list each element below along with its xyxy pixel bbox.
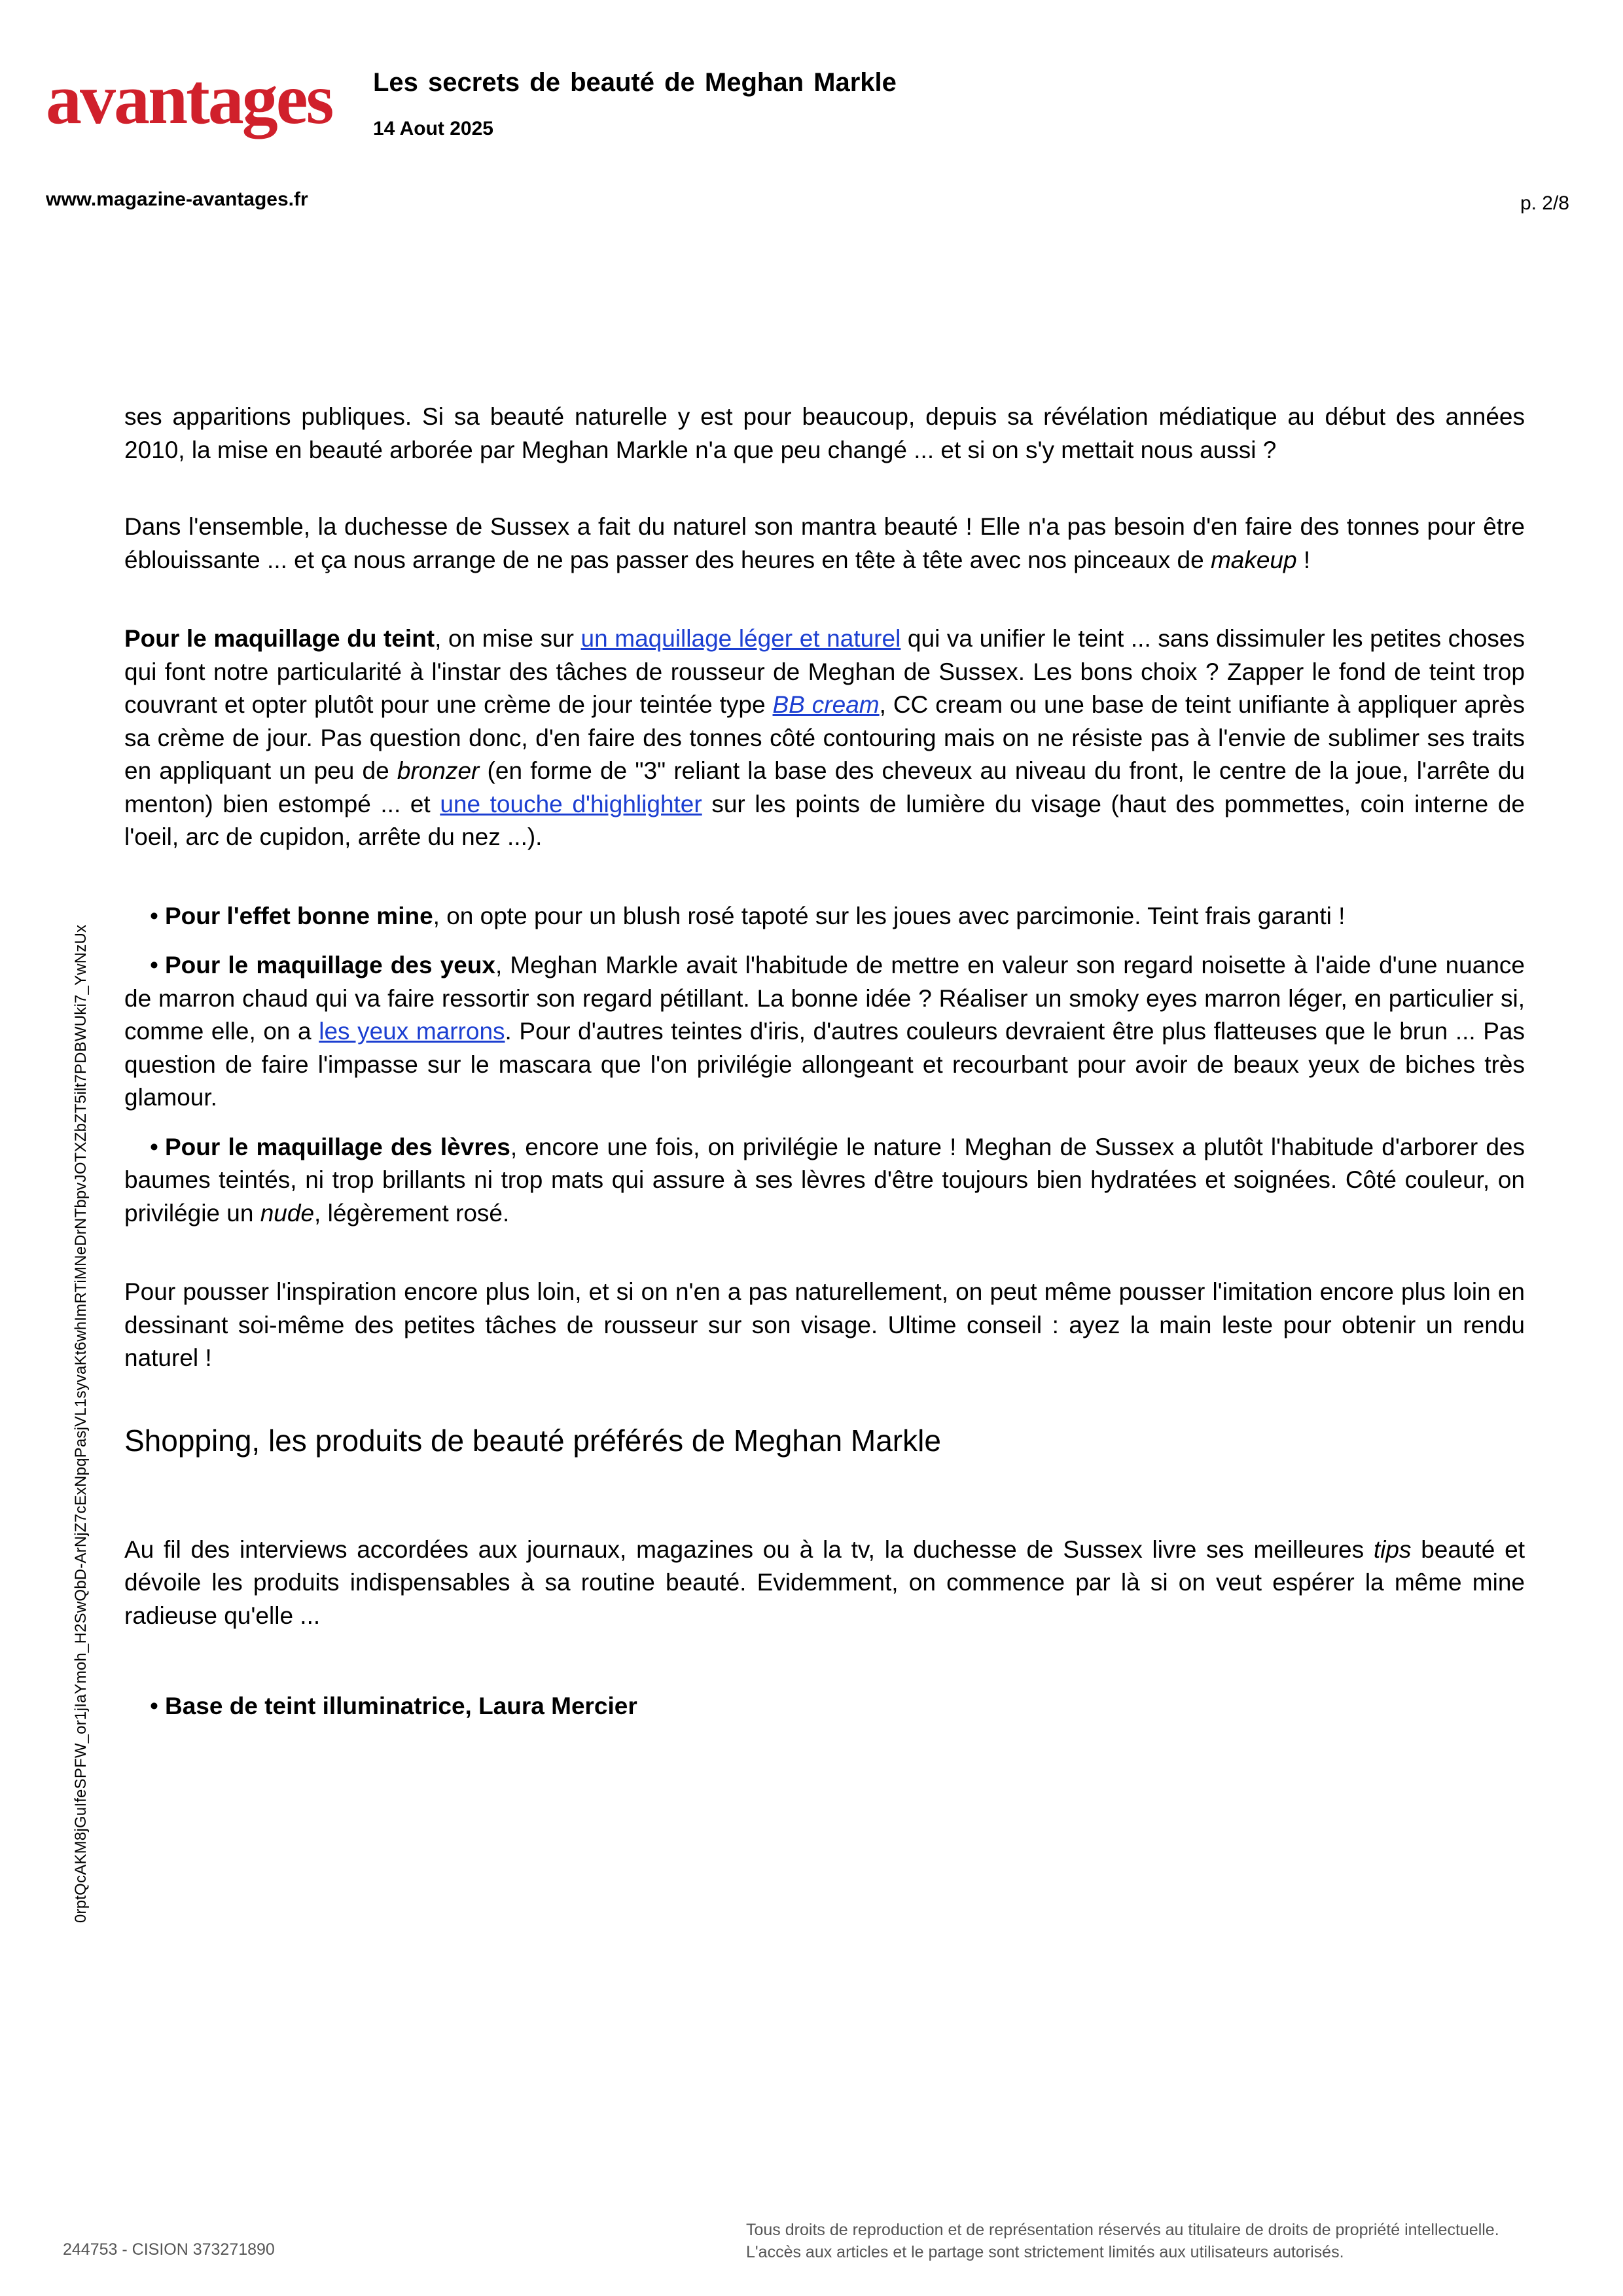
document-id-code: 0rptQcAKM8jGuIfeSPFW_or1jIaYmoh_H2SwQbD-ArNjZ7cExNpqPasjVL1syvaKt6whImRTiMNeDrNTbpvJOTXZbZT5ilt7PDBWUki7_YwNzUx (72, 924, 90, 1923)
text-segment: qui va unifier le teint ... sans dissimuler les petites choses qui font notre particularité à l'instar des tâches de rousseur de Meghan de Sussex. Les bons choix ? Zapper le fond de teint trop couvrant et opter plutôt pour une crème de jour teintée type (124, 625, 1525, 718)
avantages-logo[interactable]: avantages (46, 59, 332, 139)
rights-line-2: L'accès aux articles et le partage sont strictement limités aux utilisateurs autorisés. (746, 2243, 1344, 2261)
text-segment: (en forme de "3" reliant la base des cheveux au niveau du front, le centre de la joue, l'arrête du menton) bien estompé ... et (124, 757, 1525, 817)
publication-date: 14 Aout 2025 (373, 118, 493, 139)
text-segment: , Meghan Markle avait l'habitude de mettre en valeur son regard noisette à l'aide d'une nuance de marron chaud qui va faire ressortir son regard pétillant. La bonne idée ? Réaliser un smoky eyes marron léger, en particulier si, comme elle, on a (124, 952, 1525, 1045)
article-body (124, 401, 1525, 1723)
paragraph-natural (124, 511, 1525, 577)
bullet-levres (124, 1131, 1525, 1230)
bullet-marker: • (150, 1693, 158, 1719)
website-url: www.magazine-avantages.fr (46, 188, 308, 210)
emphasis-makeup: makeup (1210, 546, 1297, 573)
bold-lead-yeux: Pour le maquillage des yeux (165, 952, 495, 978)
bold-lead-levres: Pour le maquillage des lèvres (165, 1133, 510, 1160)
text-segment: , CC cream ou une base de teint unifiante à appliquer après sa crème de jour. Pas question donc, d'en faire des tonnes côté contouring mais on ne résiste pas à l'envie de sublimer ses traits en appliquant un peu de (124, 691, 1525, 784)
emphasis-bronzer: bronzer (397, 757, 480, 784)
text-segment: Dans l'ensemble, la duchesse de Sussex a fait du naturel son mantra beauté ! Elle n'a pas besoin d'en faire des tonnes pour être éblouissante ... et ça nous arrange de ne pas passer des heures en tête à tête avec nos pinceaux de (124, 513, 1525, 573)
cision-reference: 244753 - CISION 373271890 (63, 2240, 275, 2259)
text-segment: , on mise sur (435, 625, 581, 652)
text-segment: sur les points de lumière du visage (haut des pommettes, coin interne de l'oeil, arc de cupidon, arrête du nez ...). (124, 790, 1525, 850)
bold-product-laura-mercier: Base de teint illuminatrice, Laura Mercier (165, 1693, 637, 1719)
bullet-yeux (124, 949, 1525, 1115)
article-headline: Les secrets de beauté de Meghan Markle (373, 68, 897, 97)
page-number: p. 2/8 (1520, 192, 1569, 214)
paragraph-interviews (124, 1534, 1525, 1633)
link-maquillage-leger[interactable]: un maquillage léger et naturel (580, 625, 901, 652)
text-segment: , encore une fois, on privilégie le nature ! Meghan de Sussex a plutôt l'habitude d'arborer des baumes teintés, ni trop brillants ni trop mats qui assure à ses lèvres d'être toujours bien hydratées et soignées. Côté couleur, on privilégie un (124, 1133, 1525, 1227)
text-segment: ! (1296, 546, 1311, 573)
link-yeux-marrons[interactable]: les yeux marrons (319, 1018, 505, 1045)
section-heading-shopping: Shopping, les produits de beauté préférés de Meghan Markle (124, 1423, 941, 1458)
text-segment: beauté et dévoile les produits indispensables à sa routine beauté. Evidemment, on commence par là si on veut espérer la même mine radieuse qu'elle ... (124, 1535, 1525, 1629)
rights-line-1: Tous droits de reproduction et de représentation réservés au titulaire de droits de propriété intellectuelle. (746, 2221, 1499, 2239)
bullet-laura-mercier (124, 1690, 1525, 1723)
rights-notice (746, 2219, 1584, 2263)
paragraph-teint (124, 622, 1525, 854)
text-segment: , on opte pour un blush rosé tapoté sur les joues avec parcimonie. Teint frais garanti ! (433, 902, 1346, 929)
bullet-marker: • (150, 902, 158, 929)
text-segment: . Pour d'autres teintes d'iris, d'autres couleurs devraient être plus flatteuses que le brun ... Pas question de faire l'impasse sur le mascara que l'on privilégie allongeant et recourbant pour avoir de beaux yeux de biches très glamour. (124, 1018, 1525, 1111)
text-segment: , légèrement rosé. (314, 1199, 510, 1227)
emphasis-tips: tips (1373, 1535, 1412, 1563)
link-bb-cream-label: BB cream (772, 691, 880, 718)
text-segment: Au fil des interviews accordées aux journaux, magazines ou à la tv, la duchesse de Sussex livre ses meilleures (124, 1535, 1374, 1563)
bullet-marker: • (150, 952, 158, 978)
link-bb-cream[interactable] (773, 691, 880, 718)
paragraph-intro: ses apparitions publiques. Si sa beauté naturelle y est pour beaucoup, depuis sa révélation médiatique au début des années 2010, la mise en beauté arborée par Meghan Markle n'a que peu changé ... et si on s'y mettait nous aussi ? (124, 403, 1525, 463)
bold-lead-bonne-mine: Pour l'effet bonne mine (165, 902, 433, 929)
bullet-bonne-mine (124, 900, 1525, 933)
emphasis-nude: nude (260, 1199, 315, 1227)
paragraph-inspiration: Pour pousser l'inspiration encore plus loin, et si on n'en a pas naturellement, on peut même pousser l'imitation encore plus loin en dessinant soi-même des petites tâches de rousseur sur son visage. Ultime conseil : ayez la main leste pour obtenir un rendu naturel ! (124, 1278, 1525, 1371)
bullet-marker: • (150, 1133, 158, 1160)
link-highlighter[interactable]: une touche d'highlighter (440, 790, 702, 817)
bold-lead-teint: Pour le maquillage du teint (124, 625, 435, 652)
